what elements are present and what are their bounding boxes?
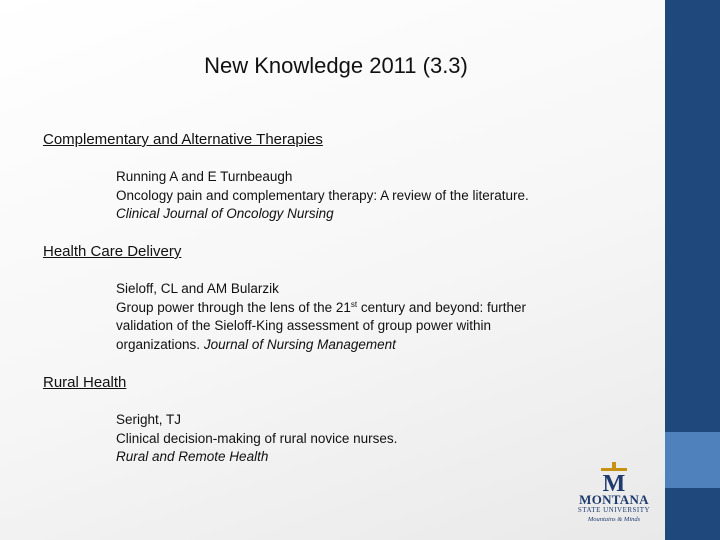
citation-title-line-3 bbox=[116, 336, 526, 355]
citation-text: century and beyond: further bbox=[357, 299, 526, 315]
citation-authors: Sieloff, CL and AM Bularzik bbox=[116, 281, 279, 296]
msu-m-mark-icon bbox=[599, 462, 629, 492]
citation-text: organizations. bbox=[116, 336, 204, 352]
citation-journal: Journal of Nursing Management bbox=[203, 336, 396, 352]
citation-running bbox=[116, 168, 529, 224]
citation-authors: Seright, TJ bbox=[116, 412, 182, 427]
citation-sieloff bbox=[116, 280, 526, 354]
citation-journal: Rural and Remote Health bbox=[116, 449, 269, 464]
logo-subtitle: STATE UNIVERSITY bbox=[577, 506, 651, 514]
citation-seright bbox=[116, 411, 397, 467]
section-heading-health-care-delivery: Health Care Delivery bbox=[43, 243, 182, 260]
citation-journal: Clinical Journal of Oncology Nursing bbox=[116, 206, 334, 221]
citation-authors: Running A and E Turnbeaugh bbox=[116, 169, 293, 184]
sidebar-bar-dark bbox=[665, 0, 720, 432]
logo-mark-letter: M bbox=[602, 471, 626, 492]
sidebar-bar-bottom bbox=[665, 488, 720, 540]
ordinal-suffix: st bbox=[350, 299, 358, 309]
sidebar-bar-light bbox=[665, 432, 720, 488]
section-heading-rural-health: Rural Health bbox=[43, 374, 127, 391]
citation-text: Group power through the lens of the 21 bbox=[116, 299, 351, 315]
section-heading-cam: Complementary and Alternative Therapies bbox=[43, 131, 323, 148]
slide-title: New Knowledge 2011 (3.3) bbox=[204, 53, 468, 78]
logo-name: MONTANA bbox=[579, 492, 649, 507]
msu-logo bbox=[566, 462, 662, 525]
citation-title: Clinical decision-making of rural novice nurses. bbox=[116, 430, 398, 446]
citation-title-line-2: validation of the Sieloff-King assessment of group power within bbox=[116, 318, 491, 333]
logo-tagline: Mountains & Minds bbox=[587, 516, 641, 523]
citation-title-line-1 bbox=[116, 299, 526, 318]
citation-title: Oncology pain and complementary therapy: A review of the literature. bbox=[116, 187, 529, 203]
